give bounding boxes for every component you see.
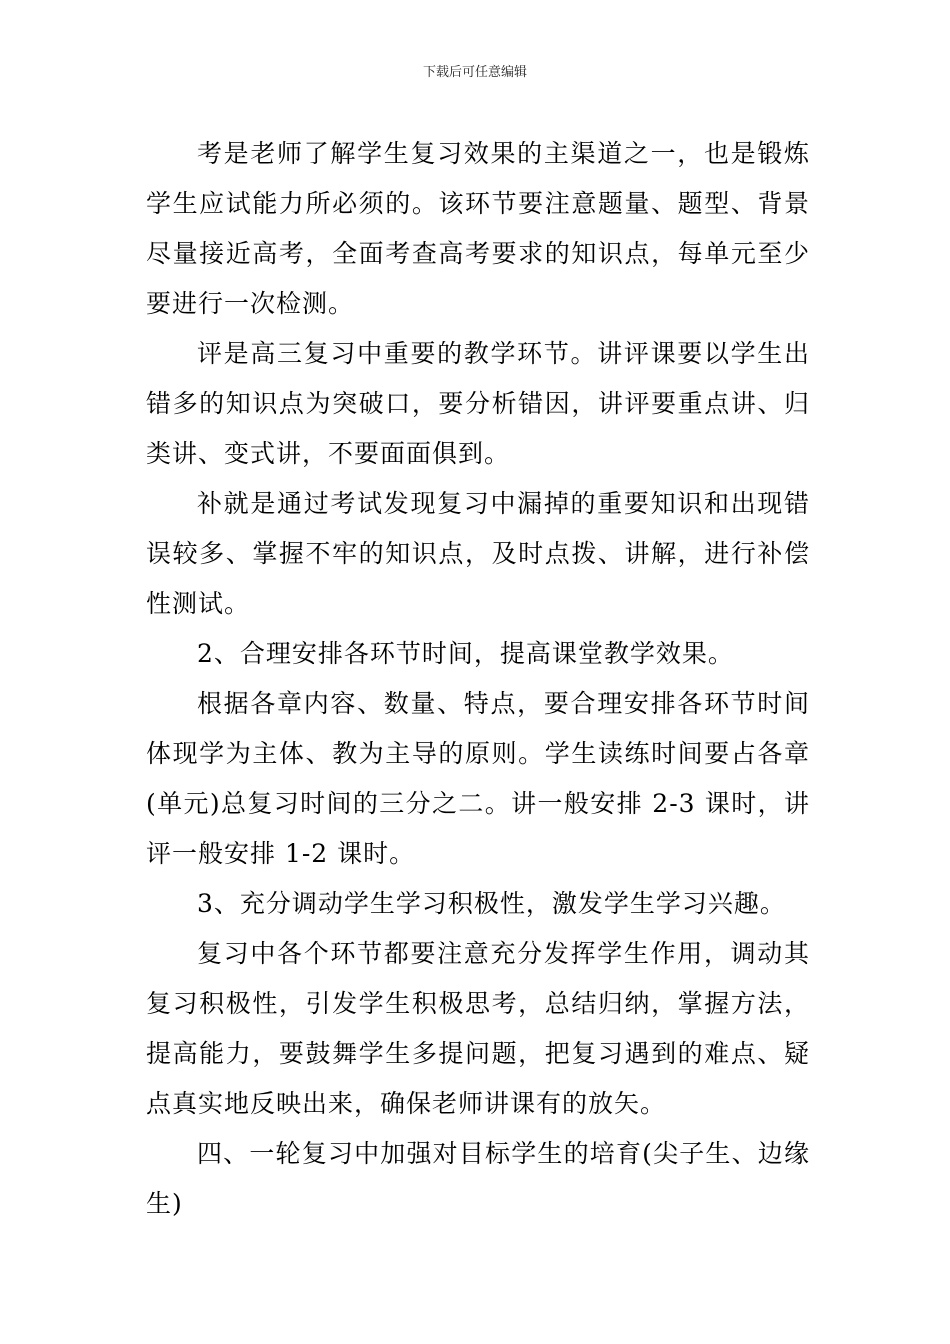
paragraph-motivation: 复习中各个环节都要注意充分发挥学生作用，调动其复习积极性，引发学生积极思考，总结归纳，掌握方法，提高能力，要鼓舞学生多提问题，把复习遇到的难点、疑点真实地反映出来，确保老师讲课有的放矢。 bbox=[146, 939, 810, 1118]
section-heading-2: 2、合理安排各环节时间，提高课堂教学效果。 bbox=[197, 639, 734, 668]
page-header: 下载后可任意编辑 bbox=[422, 65, 527, 80]
paragraph-supplement: 补就是通过考试发现复习中漏掉的重要知识和出现错误较多、掌握不牢的知识点，及时点拨、讲解，进行补偿性测试。 bbox=[146, 489, 810, 618]
document-body bbox=[146, 129, 810, 1229]
section-heading-four: 四、一轮复习中加强对目标学生的培育(尖子生、边缘生) bbox=[146, 1139, 810, 1218]
paragraph-time-arrangement: 根据各章内容、数量、特点，要合理安排各环节时间体现学为主体、教为主导的原则。学生读练时间要占各章(单元)总复习时间的三分之二。讲一般安排 2-3 课时，讲评一般安排 1-2 课时。 bbox=[146, 689, 810, 868]
section-heading-3: 3、充分调动学生学习积极性，激发学生学习兴趣。 bbox=[197, 889, 786, 918]
paragraph-review: 评是高三复习中重要的教学环节。讲评课要以学生出错多的知识点为突破口，要分析错因，讲评要重点讲、归类讲、变式讲，不要面面俱到。 bbox=[146, 339, 810, 468]
paragraph-exam: 考是老师了解学生复习效果的主渠道之一，也是锻炼学生应试能力所必须的。该环节要注意题量、题型、背景尽量接近高考，全面考查高考要求的知识点，每单元至少要进行一次检测。 bbox=[146, 139, 810, 318]
